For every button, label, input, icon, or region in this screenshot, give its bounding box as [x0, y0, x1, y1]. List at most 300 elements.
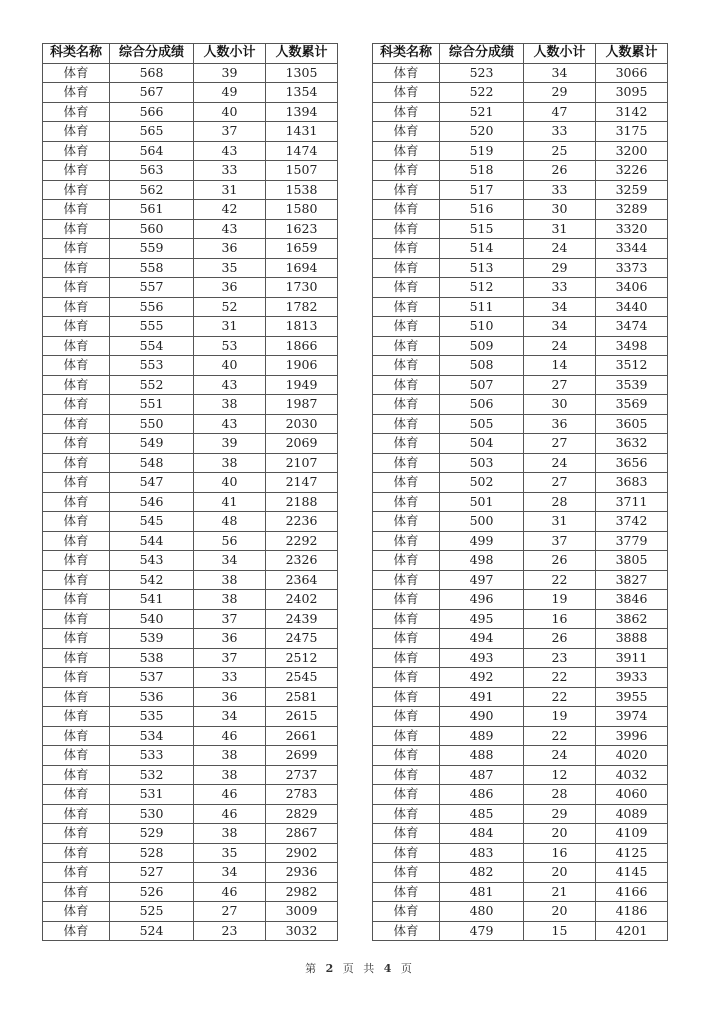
cell-score: 506	[440, 395, 524, 415]
cell-score: 508	[440, 356, 524, 376]
cell-score: 509	[440, 336, 524, 356]
cell-score: 523	[440, 63, 524, 83]
cell-count: 34	[524, 297, 596, 317]
cell-category: 体育	[43, 726, 110, 746]
cell-score: 507	[440, 375, 524, 395]
cell-score: 519	[440, 141, 524, 161]
cell-count: 23	[194, 921, 266, 941]
table-row	[373, 648, 668, 668]
cell-count: 41	[194, 492, 266, 512]
cell-count: 29	[524, 83, 596, 103]
cell-cumulative: 3955	[596, 687, 668, 707]
table-row	[373, 453, 668, 473]
footer-suffix: 页	[400, 962, 415, 975]
cell-category: 体育	[373, 824, 440, 844]
cell-category: 体育	[43, 356, 110, 376]
cell-cumulative: 2439	[266, 609, 338, 629]
cell-cumulative: 3683	[596, 473, 668, 493]
header-count: 人数小计	[524, 44, 596, 64]
cell-category: 体育	[43, 434, 110, 454]
cell-score: 484	[440, 824, 524, 844]
cell-category: 体育	[43, 83, 110, 103]
cell-score: 504	[440, 434, 524, 454]
cell-score: 525	[110, 902, 194, 922]
cell-count: 33	[524, 180, 596, 200]
table-row	[373, 102, 668, 122]
cell-score: 562	[110, 180, 194, 200]
cell-cumulative: 3142	[596, 102, 668, 122]
cell-count: 52	[194, 297, 266, 317]
table-row	[373, 434, 668, 454]
cell-score: 538	[110, 648, 194, 668]
cell-cumulative: 4186	[596, 902, 668, 922]
page-footer	[0, 960, 720, 976]
cell-score: 533	[110, 746, 194, 766]
table-row	[373, 356, 668, 376]
table-row	[373, 122, 668, 142]
cell-cumulative: 3009	[266, 902, 338, 922]
table-row	[43, 258, 338, 278]
cell-count: 36	[194, 629, 266, 649]
cell-cumulative: 3175	[596, 122, 668, 142]
cell-score: 511	[440, 297, 524, 317]
cell-count: 38	[194, 395, 266, 415]
cell-cumulative: 2661	[266, 726, 338, 746]
table-row	[43, 297, 338, 317]
table-row	[43, 239, 338, 259]
cell-count: 14	[524, 356, 596, 376]
cell-count: 35	[194, 258, 266, 278]
cell-score: 546	[110, 492, 194, 512]
cell-count: 27	[524, 434, 596, 454]
cell-category: 体育	[373, 648, 440, 668]
cell-score: 495	[440, 609, 524, 629]
cell-cumulative: 4145	[596, 863, 668, 883]
table-row	[373, 726, 668, 746]
cell-category: 体育	[43, 882, 110, 902]
cell-score: 567	[110, 83, 194, 103]
table-row	[373, 219, 668, 239]
table-row	[373, 687, 668, 707]
total-pages-number: 4	[383, 962, 395, 975]
table-row	[43, 375, 338, 395]
cell-count: 43	[194, 414, 266, 434]
cell-cumulative: 2936	[266, 863, 338, 883]
cell-category: 体育	[43, 648, 110, 668]
table-row	[373, 629, 668, 649]
cell-score: 549	[110, 434, 194, 454]
cell-category: 体育	[373, 395, 440, 415]
table-row	[373, 824, 668, 844]
cell-cumulative: 3569	[596, 395, 668, 415]
cell-score: 486	[440, 785, 524, 805]
cell-count: 31	[194, 180, 266, 200]
cell-cumulative: 2030	[266, 414, 338, 434]
cell-score: 499	[440, 531, 524, 551]
cell-category: 体育	[43, 609, 110, 629]
table-row	[373, 63, 668, 83]
cell-score: 500	[440, 512, 524, 532]
cell-category: 体育	[373, 921, 440, 941]
cell-cumulative: 2236	[266, 512, 338, 532]
cell-cumulative: 1474	[266, 141, 338, 161]
cell-score: 485	[440, 804, 524, 824]
table-row	[43, 63, 338, 83]
cell-category: 体育	[373, 804, 440, 824]
header-category: 科类名称	[373, 44, 440, 64]
table-row	[373, 258, 668, 278]
cell-category: 体育	[43, 843, 110, 863]
header-cumulative: 人数累计	[266, 44, 338, 64]
cell-cumulative: 3742	[596, 512, 668, 532]
cell-category: 体育	[43, 629, 110, 649]
cell-category: 体育	[43, 590, 110, 610]
cell-cumulative: 2147	[266, 473, 338, 493]
cell-cumulative: 2188	[266, 492, 338, 512]
table-row	[43, 824, 338, 844]
table-row	[373, 161, 668, 181]
cell-score: 491	[440, 687, 524, 707]
cell-score: 543	[110, 551, 194, 571]
cell-category: 体育	[373, 63, 440, 83]
cell-cumulative: 3711	[596, 492, 668, 512]
table-row	[43, 453, 338, 473]
cell-cumulative: 3656	[596, 453, 668, 473]
cell-count: 34	[524, 317, 596, 337]
cell-count: 29	[524, 804, 596, 824]
cell-score: 545	[110, 512, 194, 532]
cell-category: 体育	[43, 473, 110, 493]
cell-category: 体育	[373, 297, 440, 317]
cell-cumulative: 3373	[596, 258, 668, 278]
cell-category: 体育	[43, 180, 110, 200]
table-row	[43, 863, 338, 883]
cell-category: 体育	[373, 414, 440, 434]
cell-score: 480	[440, 902, 524, 922]
cell-category: 体育	[43, 687, 110, 707]
cell-category: 体育	[373, 161, 440, 181]
cell-score: 481	[440, 882, 524, 902]
cell-category: 体育	[43, 863, 110, 883]
cell-cumulative: 3911	[596, 648, 668, 668]
cell-count: 29	[524, 258, 596, 278]
cell-count: 25	[524, 141, 596, 161]
table-row	[373, 590, 668, 610]
table-row	[43, 180, 338, 200]
cell-count: 31	[524, 512, 596, 532]
cell-count: 22	[524, 687, 596, 707]
table-header-row	[43, 44, 338, 64]
cell-cumulative: 1623	[266, 219, 338, 239]
cell-score: 550	[110, 414, 194, 434]
cell-cumulative: 2402	[266, 590, 338, 610]
cell-category: 体育	[373, 473, 440, 493]
cell-score: 498	[440, 551, 524, 571]
cell-count: 46	[194, 882, 266, 902]
cell-cumulative: 3827	[596, 570, 668, 590]
cell-score: 561	[110, 200, 194, 220]
cell-score: 540	[110, 609, 194, 629]
cell-count: 27	[524, 473, 596, 493]
table-row	[373, 83, 668, 103]
cell-count: 43	[194, 375, 266, 395]
cell-count: 34	[194, 551, 266, 571]
cell-cumulative: 2737	[266, 765, 338, 785]
cell-score: 536	[110, 687, 194, 707]
cell-category: 体育	[373, 570, 440, 590]
table-body-right	[373, 63, 668, 941]
cell-count: 21	[524, 882, 596, 902]
cell-cumulative: 4166	[596, 882, 668, 902]
table-row	[43, 687, 338, 707]
table-row	[373, 492, 668, 512]
cell-count: 38	[194, 453, 266, 473]
cell-count: 38	[194, 570, 266, 590]
cell-cumulative: 1866	[266, 336, 338, 356]
cell-score: 555	[110, 317, 194, 337]
cell-count: 33	[524, 278, 596, 298]
cell-cumulative: 4109	[596, 824, 668, 844]
table-row	[373, 843, 668, 863]
cell-score: 558	[110, 258, 194, 278]
table-row	[43, 161, 338, 181]
table-row	[43, 336, 338, 356]
table-row	[43, 219, 338, 239]
table-row	[373, 317, 668, 337]
cell-count: 37	[194, 122, 266, 142]
table-row	[43, 278, 338, 298]
cell-category: 体育	[43, 765, 110, 785]
table-row	[43, 141, 338, 161]
cell-count: 20	[524, 902, 596, 922]
table-row	[43, 668, 338, 688]
cell-score: 501	[440, 492, 524, 512]
cell-score: 489	[440, 726, 524, 746]
cell-category: 体育	[373, 726, 440, 746]
cell-count: 31	[524, 219, 596, 239]
cell-count: 23	[524, 648, 596, 668]
cell-cumulative: 1949	[266, 375, 338, 395]
cell-score: 529	[110, 824, 194, 844]
cell-category: 体育	[43, 902, 110, 922]
cell-count: 16	[524, 843, 596, 863]
cell-score: 516	[440, 200, 524, 220]
cell-cumulative: 3289	[596, 200, 668, 220]
cell-category: 体育	[43, 824, 110, 844]
cell-score: 568	[110, 63, 194, 83]
cell-score: 552	[110, 375, 194, 395]
table-row	[43, 609, 338, 629]
cell-cumulative: 2581	[266, 687, 338, 707]
cell-cumulative: 3066	[596, 63, 668, 83]
table-row	[373, 882, 668, 902]
table-row	[373, 921, 668, 941]
cell-cumulative: 3974	[596, 707, 668, 727]
cell-count: 16	[524, 609, 596, 629]
cell-score: 494	[440, 629, 524, 649]
cell-cumulative: 2867	[266, 824, 338, 844]
cell-category: 体育	[43, 512, 110, 532]
cell-cumulative: 4125	[596, 843, 668, 863]
cell-score: 514	[440, 239, 524, 259]
cell-score: 565	[110, 122, 194, 142]
cell-count: 46	[194, 804, 266, 824]
cell-cumulative: 3779	[596, 531, 668, 551]
cell-category: 体育	[373, 356, 440, 376]
table-row	[43, 590, 338, 610]
cell-cumulative: 2475	[266, 629, 338, 649]
cell-category: 体育	[373, 843, 440, 863]
table-row	[373, 902, 668, 922]
table-row	[43, 648, 338, 668]
cell-count: 46	[194, 726, 266, 746]
cell-count: 40	[194, 356, 266, 376]
table-row	[43, 414, 338, 434]
table-row	[43, 726, 338, 746]
cell-cumulative: 1431	[266, 122, 338, 142]
footer-prefix: 第	[305, 962, 320, 975]
cell-score: 564	[110, 141, 194, 161]
table-row	[373, 551, 668, 571]
cell-count: 27	[524, 375, 596, 395]
cell-cumulative: 3320	[596, 219, 668, 239]
table-row	[43, 356, 338, 376]
cell-count: 36	[194, 278, 266, 298]
cell-cumulative: 2069	[266, 434, 338, 454]
table-row	[43, 473, 338, 493]
cell-score: 482	[440, 863, 524, 883]
table-row	[373, 609, 668, 629]
cell-score: 510	[440, 317, 524, 337]
header-score: 综合分成绩	[110, 44, 194, 64]
cell-cumulative: 4032	[596, 765, 668, 785]
cell-score: 531	[110, 785, 194, 805]
cell-score: 517	[440, 180, 524, 200]
table-row	[43, 102, 338, 122]
cell-count: 19	[524, 590, 596, 610]
cell-count: 26	[524, 161, 596, 181]
cell-cumulative: 3032	[266, 921, 338, 941]
cell-category: 体育	[373, 863, 440, 883]
cell-category: 体育	[373, 551, 440, 571]
cell-category: 体育	[43, 375, 110, 395]
cell-category: 体育	[373, 629, 440, 649]
cell-category: 体育	[373, 746, 440, 766]
header-score: 综合分成绩	[440, 44, 524, 64]
table-row	[373, 141, 668, 161]
cell-category: 体育	[373, 239, 440, 259]
cell-score: 502	[440, 473, 524, 493]
table-row	[43, 434, 338, 454]
cell-category: 体育	[43, 102, 110, 122]
cell-count: 47	[524, 102, 596, 122]
cell-count: 43	[194, 141, 266, 161]
cell-score: 524	[110, 921, 194, 941]
cell-cumulative: 2615	[266, 707, 338, 727]
cell-count: 22	[524, 570, 596, 590]
cell-count: 26	[524, 551, 596, 571]
table-row	[373, 473, 668, 493]
header-cumulative: 人数累计	[596, 44, 668, 64]
cell-category: 体育	[373, 902, 440, 922]
cell-category: 体育	[373, 336, 440, 356]
table-row	[43, 83, 338, 103]
cell-count: 39	[194, 434, 266, 454]
cell-cumulative: 2545	[266, 668, 338, 688]
header-count: 人数小计	[194, 44, 266, 64]
table-row	[373, 668, 668, 688]
cell-count: 38	[194, 746, 266, 766]
cell-score: 551	[110, 395, 194, 415]
cell-cumulative: 2902	[266, 843, 338, 863]
cell-cumulative: 1305	[266, 63, 338, 83]
cell-score: 556	[110, 297, 194, 317]
cell-count: 34	[194, 863, 266, 883]
cell-category: 体育	[43, 570, 110, 590]
cell-count: 56	[194, 531, 266, 551]
cell-cumulative: 3440	[596, 297, 668, 317]
cell-score: 505	[440, 414, 524, 434]
cell-count: 37	[524, 531, 596, 551]
table-row	[373, 395, 668, 415]
cell-score: 535	[110, 707, 194, 727]
cell-category: 体育	[43, 297, 110, 317]
cell-category: 体育	[373, 765, 440, 785]
table-row	[43, 570, 338, 590]
cell-category: 体育	[43, 395, 110, 415]
cell-count: 15	[524, 921, 596, 941]
table-row	[43, 882, 338, 902]
cell-score: 557	[110, 278, 194, 298]
cell-score: 534	[110, 726, 194, 746]
cell-cumulative: 1659	[266, 239, 338, 259]
cell-cumulative: 3632	[596, 434, 668, 454]
cell-count: 46	[194, 785, 266, 805]
table-header-row	[373, 44, 668, 64]
cell-cumulative: 2326	[266, 551, 338, 571]
cell-count: 38	[194, 824, 266, 844]
cell-score: 541	[110, 590, 194, 610]
cell-count: 28	[524, 492, 596, 512]
table-row	[43, 921, 338, 941]
footer-middle: 页 共	[342, 962, 378, 975]
cell-score: 563	[110, 161, 194, 181]
cell-count: 37	[194, 609, 266, 629]
cell-category: 体育	[43, 317, 110, 337]
cell-score: 548	[110, 453, 194, 473]
cell-cumulative: 3996	[596, 726, 668, 746]
table-row	[43, 804, 338, 824]
cell-count: 53	[194, 336, 266, 356]
cell-cumulative: 3539	[596, 375, 668, 395]
cell-category: 体育	[43, 141, 110, 161]
cell-cumulative: 3888	[596, 629, 668, 649]
cell-cumulative: 2512	[266, 648, 338, 668]
table-row	[43, 902, 338, 922]
table-row	[43, 765, 338, 785]
cell-count: 19	[524, 707, 596, 727]
cell-count: 38	[194, 765, 266, 785]
cell-count: 40	[194, 473, 266, 493]
cell-cumulative: 2829	[266, 804, 338, 824]
cell-category: 体育	[373, 531, 440, 551]
cell-count: 26	[524, 629, 596, 649]
cell-category: 体育	[373, 122, 440, 142]
cell-count: 37	[194, 648, 266, 668]
cell-cumulative: 2107	[266, 453, 338, 473]
table-row	[43, 395, 338, 415]
cell-count: 39	[194, 63, 266, 83]
